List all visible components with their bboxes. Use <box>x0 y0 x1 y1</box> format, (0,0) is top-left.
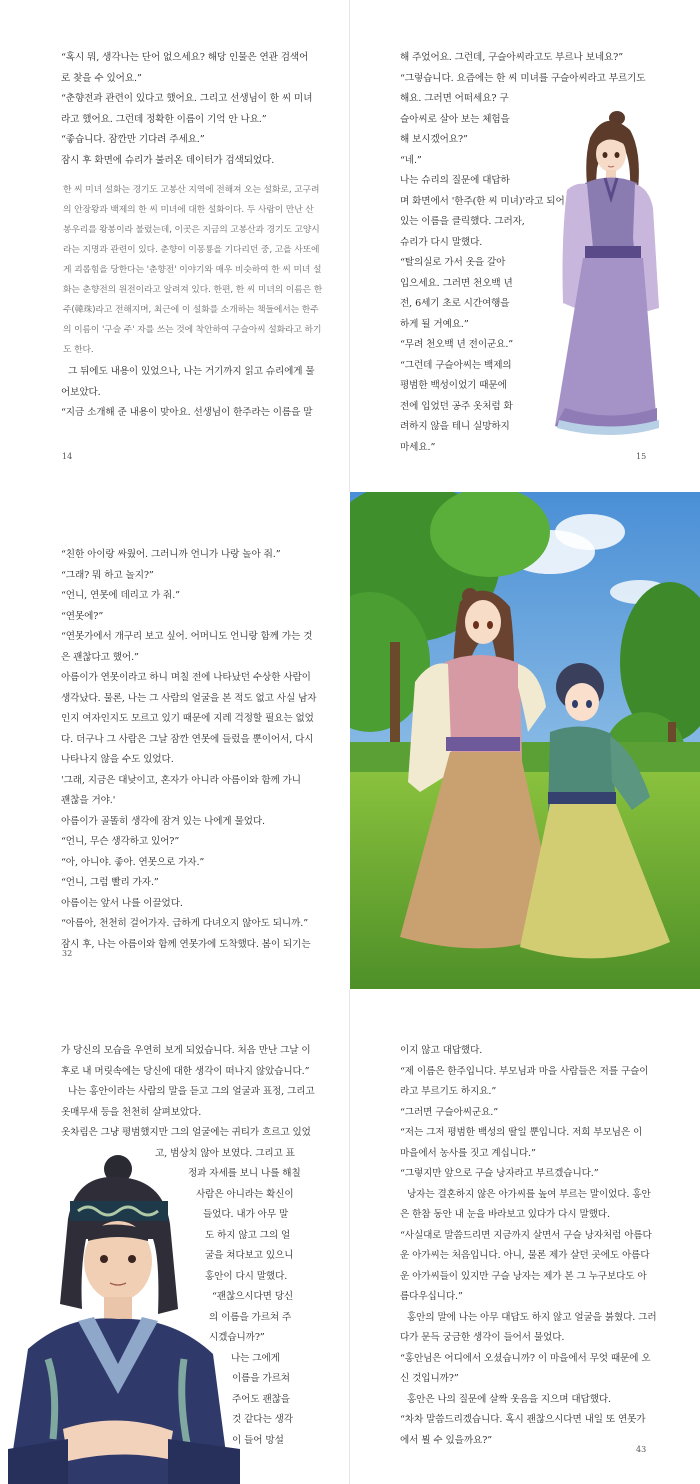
text-line: “언니, 그럼 빨리 가자.” <box>61 877 159 888</box>
text-line: “그렇지만 앞으로 구슬 낭자라고 부르겠습니다.” <box>400 1168 599 1179</box>
text-line: 가 당신의 모습을 우연히 보게 되었습니다. 처음 만난 그날 이 <box>61 1045 311 1056</box>
page-14-text-bottom <box>61 362 315 424</box>
text-line: “춘향전과 관련이 있다고 했어요. 그리고 선생님이 한 씨 미녀 <box>61 93 313 104</box>
text-line: 정과 자세를 보니 나를 해칠 <box>188 1168 301 1179</box>
page-32-text <box>61 545 317 955</box>
text-line: 인지 여자인지도 모르고 있기 때문에 지레 걱정할 필요는 없었 <box>61 713 314 724</box>
text-line: 시겠습니까?” <box>209 1332 265 1343</box>
text-line: “혹시 뭐, 생각나는 단어 없으세요? 해당 인물은 연관 검색어 <box>61 52 309 63</box>
info-line: 봉우리를 왕봉이라 불렀는데, 이곳은 지금의 고봉산과 경기도 고양시 <box>63 225 320 235</box>
text-line: 라고 했어요. 그런데 정확한 이름이 기억 안 나요.” <box>61 113 267 125</box>
two-girls-park-illustration <box>350 492 700 989</box>
page-42-text-top <box>61 1041 315 1144</box>
text-line: 고, 범상치 않아 보였다. 그리고 표 <box>155 1147 295 1159</box>
text-line: “괜찮으시다면 당신 <box>212 1291 294 1302</box>
text-line: 다. 더구나 그 사람은 그날 잠깐 연못에 들렀을 뿐이어서, 다시 <box>61 733 314 745</box>
text-line: 하게 될 거예요.” <box>400 318 469 330</box>
text-line: 의 이름을 가르쳐 주 <box>209 1311 292 1323</box>
book-spread-page-32 <box>0 492 700 989</box>
text-line: 것 같다는 생각 <box>232 1414 293 1425</box>
text-line: 잠시 후, 나는 아름이와 함께 연못가에 도착했다. 봄이 되기는 <box>61 938 311 950</box>
text-line: 입으세요. 그러면 천오백 년 <box>400 277 513 289</box>
text-line: 려하지 않을 테니 실망하지 <box>400 421 510 432</box>
text-line: 평범한 백성이었기 때문에 <box>400 380 507 391</box>
text-line: 홍안은 나의 질문에 살짝 웃음을 지으며 대답했다. <box>407 1393 611 1405</box>
text-line: “네.” <box>400 154 422 166</box>
text-line: “그런데 구슬아씨는 백제의 <box>400 359 512 371</box>
text-line: 나타나지 않을 수도 있었다. <box>61 754 174 765</box>
text-line: 그 뒤에도 내용이 있었으나, 나는 거기까지 읽고 슈리에게 물 <box>68 366 315 377</box>
text-line: “차차 말씀드리겠습니다. 혹시 괜찮으시다면 내일 또 연못가 <box>400 1414 646 1425</box>
text-line: 있는 이름을 클릭했다. 그러자, <box>400 216 525 227</box>
text-line: 나는 홍안이라는 사람의 말을 듣고 그의 얼굴과 표정, 그리고 <box>68 1086 315 1097</box>
text-line: “무려 천오백 년 전이군요.” <box>400 339 514 350</box>
text-line: 은 괜찮다고 했어.” <box>61 651 139 663</box>
info-line: 라는 지명과 관련이 있다. 춘향이 이몽룡을 기다리던 중, 고을 사또에 <box>63 245 320 255</box>
text-line: “좋습니다. 잠깐만 기다려 주세요.” <box>61 134 205 145</box>
page-gutter <box>349 0 350 492</box>
page-gutter <box>349 989 350 1484</box>
book-spread-pages-42-43 <box>0 989 700 1484</box>
text-line: 전, 6세기 초로 시간여행을 <box>400 298 510 309</box>
text-line: 마세요.” <box>400 441 436 453</box>
text-line: “지금 소개해 준 내용이 맞아요. 선생님이 한주라는 이름을 말 <box>61 407 313 418</box>
text-line: 며 화면에서 '한주(한 씨 미녀)'라고 되어 <box>400 195 565 207</box>
text-line: “연못가에서 개구리 보고 싶어. 어머니도 언니랑 함께 가는 것 <box>61 631 313 642</box>
text-line: “언니, 무슨 생각하고 있어?” <box>61 836 180 847</box>
page-number: 32 <box>62 949 73 958</box>
info-line: 도 한다. <box>63 345 94 355</box>
text-line: 해 보시겠어요?” <box>400 134 468 145</box>
text-line: 전에 입었던 공주 옷처럼 화 <box>400 400 513 412</box>
text-line: “제 이름은 한주입니다. 부모님과 마을 사람들은 저를 구슬이 <box>400 1065 649 1077</box>
page-number: 15 <box>636 452 647 461</box>
text-line: 로 찾을 수 있어요.” <box>61 72 142 84</box>
text-line: 아름이가 연못이라고 하니 며칠 전에 나타났던 수상한 사람이 <box>61 672 311 683</box>
info-line: 화는 춘향전의 원전이라고 알려져 있다. 한편, 한 씨 미녀의 이름은 한 <box>63 285 323 295</box>
page-number: 14 <box>62 452 73 461</box>
info-line: 주(韓珠)라고 전해지며, 최근에 이 설화를 소개하는 책들에서는 한주 <box>63 305 319 315</box>
info-line: 의 안장왕과 백제의 한 씨 미녀에 대한 설화이다. 두 사람이 만난 산 <box>63 205 314 215</box>
text-line: “사실대로 말씀드리면 지금까지 살면서 구슬 낭자처럼 아름다 <box>400 1229 652 1241</box>
info-box <box>63 180 323 360</box>
text-line: 해요. 그러면 어떠세요? 구 <box>400 93 509 104</box>
text-line: “탈의실로 가서 옷을 갈아 <box>400 257 506 268</box>
text-line: 이지 않고 대답했다. <box>400 1045 483 1056</box>
text-line: 옷매무새 등을 천천히 살펴보았다. <box>61 1106 202 1118</box>
text-line: 굴을 쳐다보고 있으니 <box>205 1250 294 1261</box>
text-line: 해 주었어요. 그런데, 구슬아씨라고도 부르나 보네요?” <box>400 52 624 63</box>
text-line: 아름이가 골똘히 생각에 잠겨 있는 나에게 물었다. <box>61 815 265 827</box>
text-line: “저는 그저 평범한 백성의 딸일 뿐입니다. 저희 부모님은 이 <box>400 1127 643 1138</box>
page-14-text-top <box>61 48 313 171</box>
text-line: 슬아씨로 살아 보는 체험을 <box>400 113 510 125</box>
book-spread-pages-14-15 <box>0 0 700 492</box>
text-line: 운 아가씨는 처음입니다. 아니, 물론 제가 살던 곳에도 아름다 <box>400 1250 650 1261</box>
text-line: 나는 슈리의 질문에 대답하 <box>400 175 510 186</box>
text-line: “아, 아니야. 좋아. 연못으로 가자.” <box>61 856 205 868</box>
text-line: 후로 내 머릿속에는 당신에 대한 생각이 떠나지 않았습니다.” <box>61 1065 310 1077</box>
text-line: 신 것입니까?” <box>400 1373 459 1384</box>
text-line: 운 아가씨들이 있지만 구슬 낭자는 제가 본 그 누구보다도 아 <box>400 1270 647 1282</box>
text-line: “홍안님은 어디에서 오셨습니까? 이 마을에서 무엇 때문에 오 <box>400 1352 651 1364</box>
text-line: “친한 아이랑 싸웠어. 그러니까 언니가 나랑 놀아 줘.” <box>61 549 281 560</box>
page-15-text-wrap <box>400 110 565 459</box>
text-line: 들었다. 내가 아무 말 <box>203 1209 289 1220</box>
text-line: 다가 문득 궁금한 생각이 들어서 물었다. <box>400 1332 565 1343</box>
text-line: 에서 뵐 수 있을까요?” <box>400 1434 493 1446</box>
text-line: 사람은 아니라는 확신이 <box>196 1188 294 1200</box>
text-line: “연못에?” <box>61 610 104 622</box>
page-15-text-top <box>400 48 650 110</box>
info-line: 의 이름이 '구슬 주' 자를 쓰는 것에 착안하여 구슬아씨 설화라고 하기 <box>63 325 322 335</box>
text-line: 도 하지 않고 그의 얼 <box>205 1229 291 1241</box>
text-line: 이름을 가르쳐 <box>232 1373 290 1384</box>
text-line: 아름이는 앞서 나를 이끌었다. <box>61 897 183 909</box>
text-line: 슈리가 다시 말했다. <box>400 236 483 248</box>
text-line: 낭자는 결혼하지 않은 아가씨를 높여 부르는 말이었다. 홍안 <box>407 1188 651 1200</box>
text-line: 괜찮을 거야.' <box>61 795 116 806</box>
text-line: 어보았다. <box>61 386 101 398</box>
text-line: “그러면 구슬아씨군요.” <box>400 1106 499 1118</box>
text-line: 홍안이 다시 말했다. <box>205 1270 288 1282</box>
text-line: “아름아, 천천히 걸어가자. 급하게 다녀오지 않아도 되니까.” <box>61 918 309 929</box>
text-line: 마을에서 농사를 짓고 계십니다.” <box>400 1147 536 1159</box>
page-43-text <box>400 1041 670 1451</box>
text-line: 잠시 후 화면에 슈리가 불러온 데이터가 검색되었다. <box>61 154 275 166</box>
text-line: 은 한참 동안 내 눈을 바라보고 있다가 다시 말했다. <box>400 1209 610 1220</box>
text-line: “그렇습니다. 요즘에는 한 씨 미녀를 구슬아씨라고 부르기도 <box>400 72 646 84</box>
text-line: 이 들어 망설 <box>232 1434 284 1446</box>
text-line: 라고 부르기도 하지요.” <box>400 1086 497 1097</box>
text-line: '그래, 지금은 대낮이고, 혼자가 아니라 아름이와 함께 가니 <box>61 774 301 786</box>
text-line: 홍안의 말에 나는 아무 대답도 하지 않고 얼굴을 붉혔다. 그러 <box>407 1311 657 1323</box>
text-line: “언니, 연못에 데리고 가 줘.” <box>61 590 180 601</box>
text-line: 나는 그에게 <box>231 1352 280 1364</box>
text-line: 생각났다. 물론, 나는 그 사람의 얼굴을 본 적도 없고 사실 남자 <box>61 692 317 704</box>
hongan-man-illustration <box>8 1149 240 1484</box>
info-line: 한 씨 미녀 설화는 경기도 고봉산 지역에 전해져 오는 설화로, 고구려 <box>63 185 320 195</box>
text-line: 름다우십니다.” <box>400 1291 463 1302</box>
text-line: “그래? 뭐 하고 놀지?” <box>61 569 154 581</box>
page-number: 43 <box>636 1445 647 1454</box>
text-line: 옷차림은 그냥 평범했지만 그의 얼굴에는 귀티가 흐르고 있었 <box>61 1127 311 1138</box>
info-line: 게 괴롭힘을 당한다는 '춘향전' 이야기와 매우 비슷하여 한 씨 미녀 설 <box>63 265 322 275</box>
girl-purple-hanbok-illustration <box>545 108 665 443</box>
text-line: 주어도 괜찮을 <box>232 1393 290 1405</box>
